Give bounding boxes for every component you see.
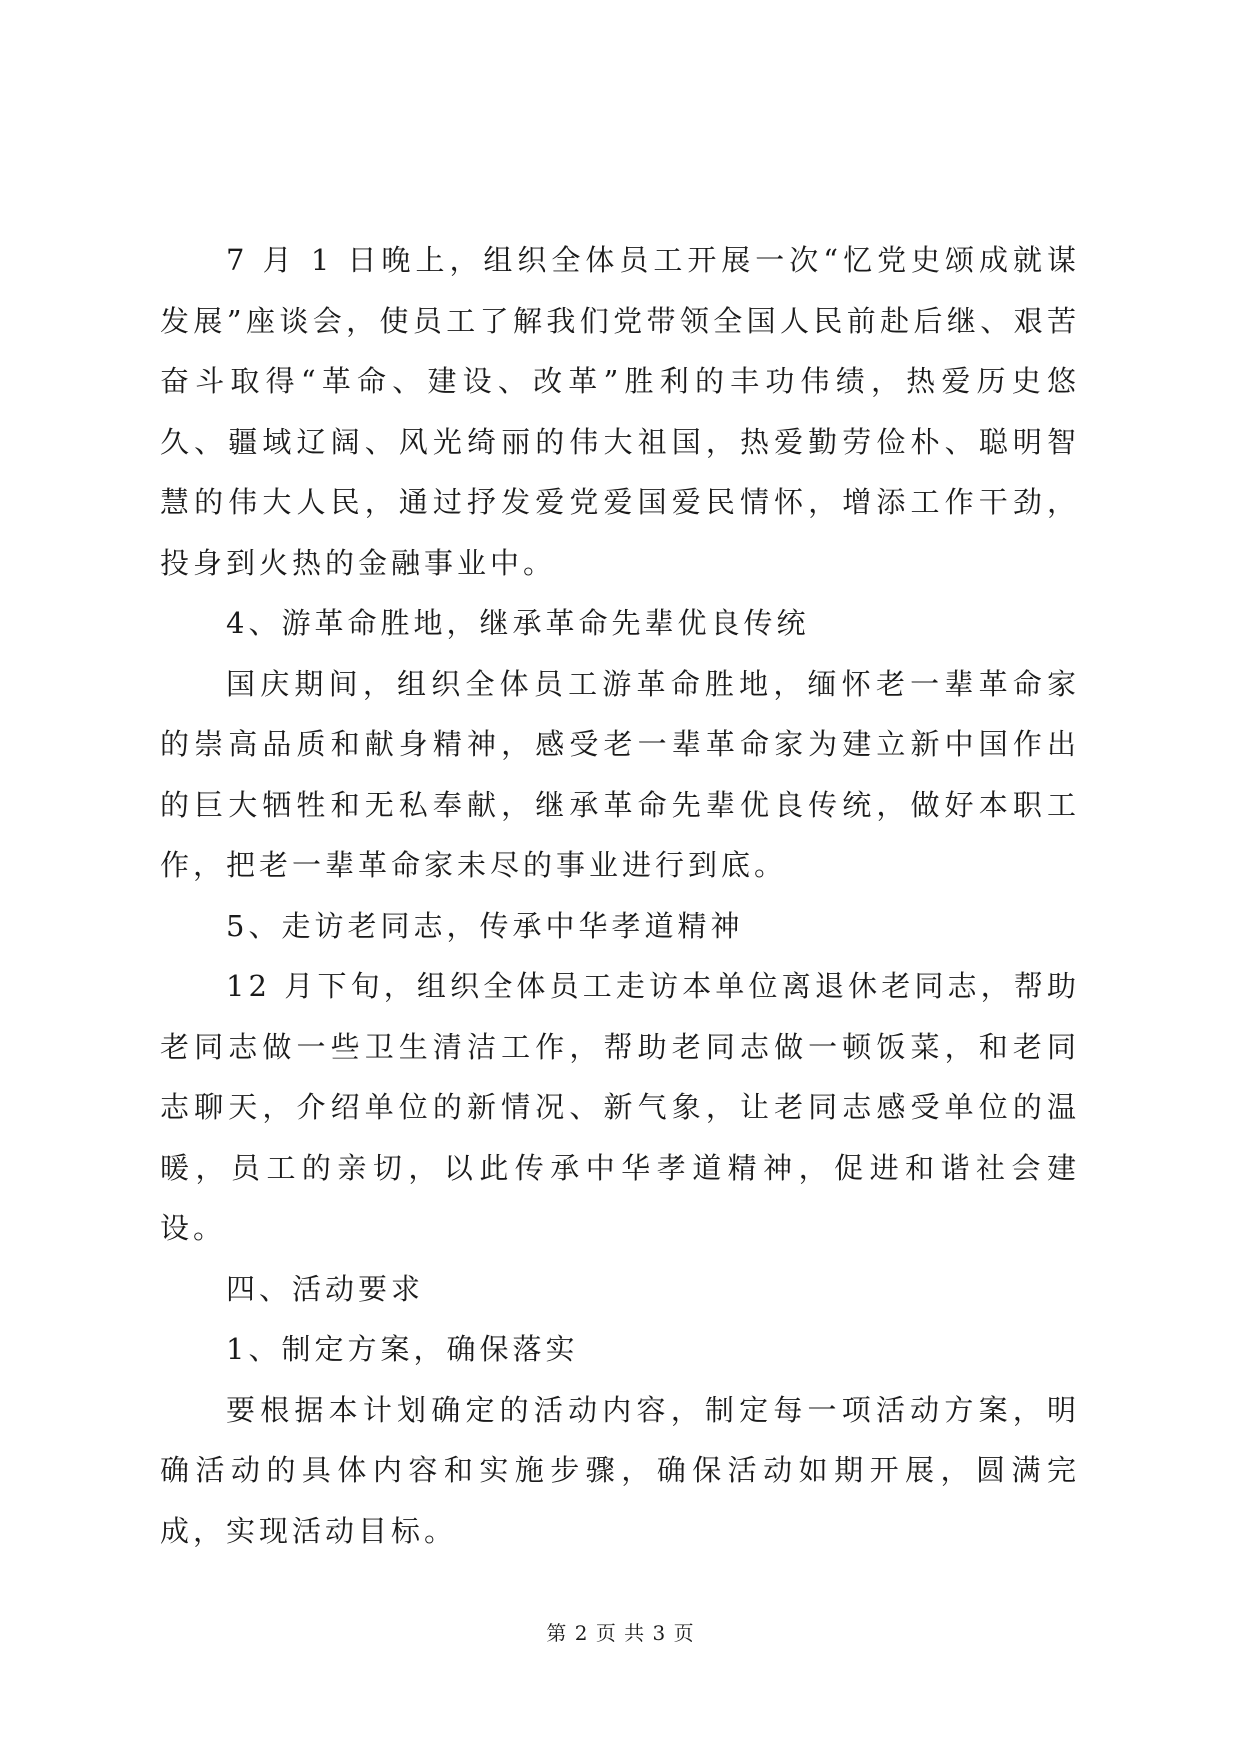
heading-revolutionary-sites: 4、游革命胜地，继承革命先辈优良传统 — [226, 606, 810, 640]
paragraph-national-day-visit: 国庆期间，组织全体员工游革命胜地，缅怀老一辈革命家的崇高品质和献身精神，感受老一辈革命家为建立新中国作出的巨大牺牲和无私奉献，继承革命先辈优良传统，做好本职工作，把老一辈革命家未尽的事业进行到底。 — [160, 666, 1080, 882]
paragraph-party-history-forum: 7 月 1 日晚上，组织全体员工开展一次“忆党史颂成就谋发展”座谈会，使员工了解我们党带领全国人民前赴后继、艰苦奋斗取得“革命、建设、改革”胜利的丰功伟绩，热爱历史悠久、疆域辽阔、风光绮丽的伟大祖国，热爱勤劳俭朴、聪明智慧的伟大人民，通过抒发爱党爱国爱民情怀，增添工作干劲，投身到火热的金融事业中。 — [160, 243, 1080, 580]
document-body — [160, 230, 1080, 1561]
paragraph-december-visit: 12 月下旬，组织全体员工走访本单位离退休老同志，帮助老同志做一些卫生清洁工作，帮助老同志做一顿饭菜，和老同志聊天，介绍单位的新情况、新气象，让老同志感受单位的温暖，员工的亲切，以此传承中华孝道精神，促进和谐社会建设。 — [160, 969, 1080, 1245]
paragraph-plan-details: 要根据本计划确定的活动内容，制定每一项活动方案，明确活动的具体内容和实施步骤，确保活动如期开展，圆满完成，实现活动目标。 — [160, 1392, 1080, 1548]
page-number-footer: 第 2 页 共 3 页 — [546, 1621, 695, 1645]
heading-make-plans: 1、制定方案，确保落实 — [226, 1332, 579, 1366]
heading-activity-requirements: 四、活动要求 — [226, 1271, 425, 1306]
heading-visit-veterans: 5、走访老同志，传承中华孝道精神 — [226, 908, 744, 943]
